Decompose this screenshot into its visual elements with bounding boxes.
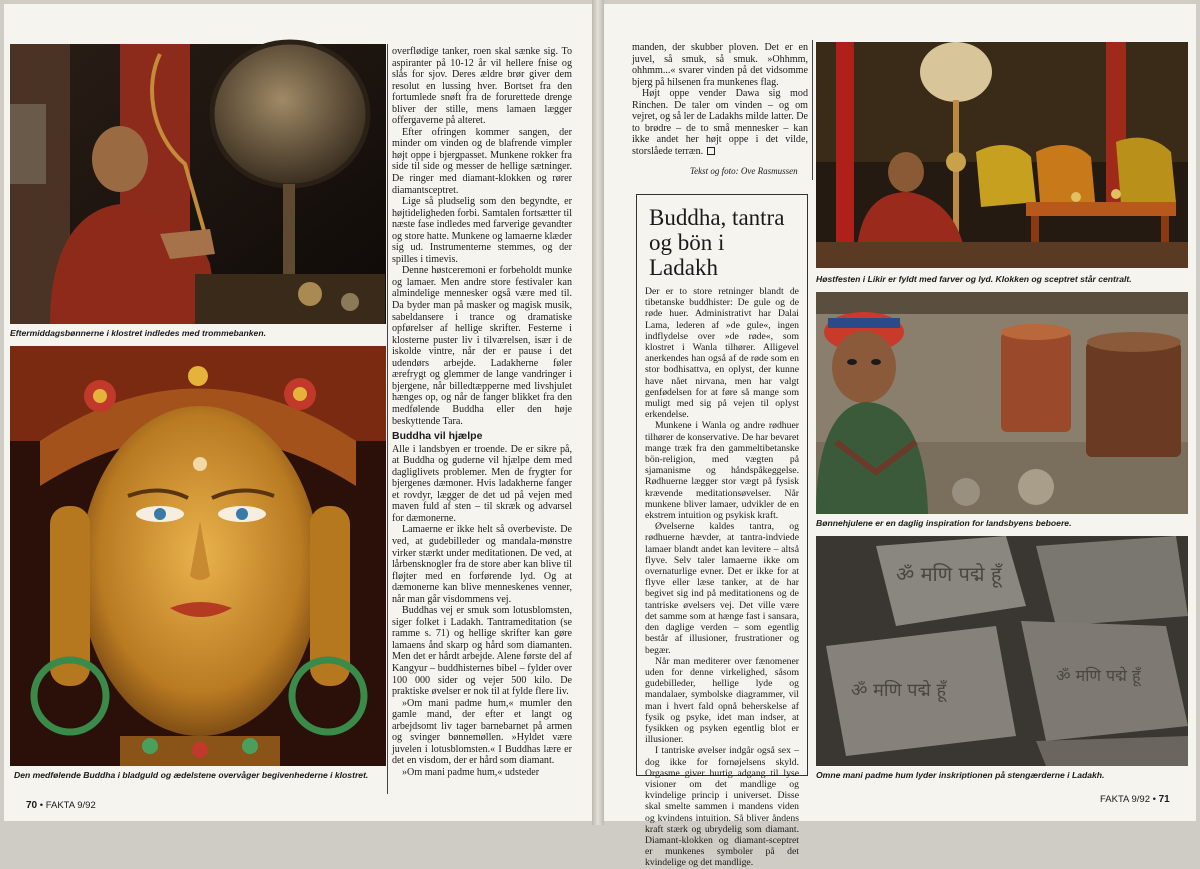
paragraph: Øvelserne kaldes tantra, og rødhuerne hævder, at tantra-indviede lamaer blandt andet kan levitere – altså flyve. Selv taler lamaerne ikke om overnaturlige evner. Det er ikke for at flyve eller læse tanker, at de har begivet sig ind på meditationens og de tantriske øvelsers vej. Det ville være det samme som at hænge fast i sansara, den daglige verden – som egentlig består af illusioner, frustrationer og begær. <box>645 521 799 656</box>
left-text-column <box>392 46 572 791</box>
caption-prayer-wheels: Bønnehjulene er en daglig inspiration for landsbyens beboere. <box>816 518 1072 528</box>
caption-harvest-festival: Høstfesten i Likir er fyldt med farver og lyd. Klokken og sceptret står centralt. <box>816 274 1132 284</box>
spine-gutter <box>592 0 604 825</box>
folio-right: FAKTA 9/92 • 71 <box>1100 794 1170 805</box>
monk-drum-illustration <box>10 44 386 324</box>
page-number: 71 <box>1158 794 1170 805</box>
paragraph: »Om mani padme hum,« udsteder <box>402 766 540 778</box>
photo-monk-drum <box>10 44 386 324</box>
prayer-wheels-illustration <box>816 292 1188 514</box>
sidebar-text <box>645 286 799 869</box>
column-rule <box>387 44 388 794</box>
paragraph: Denne høstceremoni er forbeholdt munke og lamaer. Men andre store festivaler kan almindelige mennesker også være med til. Da byder man på masker og magisk musik, sabeldansere i trance og dramatiske opførelser af hellige skrifter. Festerne i klosterne puster liv i tilværelsen, især i de iskolde vintre, når der er pause i det udendørs arbejde. Ladakherne føler ærefrygt og glemmer de lange vandringer i bjergene, når billedtæpperne med livshjulet hænges op, og når de fanger blikket fra den medfølende Buddha eller den høje beskyttende Tara. <box>392 265 572 427</box>
sidebar-headline: Buddha, tantra og bön i Ladakh <box>649 205 785 280</box>
folio-left: 70 • FAKTA 9/92 <box>26 800 96 811</box>
mani-inscription-text: ॐ मणि पद्मे हूँ <box>896 562 1002 586</box>
paragraph: Munkene i Wanla og andre rødhuer tilhører de konservative. De har bevaret mange træk fra den gammeltibetanske bön-religion, med vægten på sjamanisme og håndspåkeggelse. Rødhuerne lægger stor vægt på fysisk krævende meditationsøvelser. Når munkene bliver lamaer, udvikler de en ekstrem intuition og psykisk kraft. <box>645 420 799 522</box>
paragraph <box>632 88 808 157</box>
paragraph-text: Højt oppe vender Dawa sig mod Rinchen. De taler om vinden – og om vejret, og så ler de Ladakhs milde latter. De to brødre – de to små mennesker – kan ikke andet her højt oppe i det vilde, storslåede terræn. <box>632 88 809 157</box>
photo-prayer-wheels <box>816 292 1188 514</box>
mani-inscription-text: ॐ मणि पद्मे हूँ <box>1056 666 1141 685</box>
caption-golden-buddha: Den medfølende Buddha i bladguld og ædelstene overvåger begivenhederne i klostret. <box>14 770 369 780</box>
mani-inscription-text: ॐ मणि पद्मे हूँ <box>851 680 946 701</box>
golden-buddha-illustration <box>10 346 386 766</box>
subheading: Buddha vil hjælpe <box>392 430 483 443</box>
paragraph: Lamaerne er ikke helt så overbeviste. De ved, at gudebilleder og mandala-mønstre virker stærkt under meditationen. De ved, at lårbensknogler fra de store aber kan blive til fløjter med en forførende lyd. Og at dæmonerne kan blive menneskenes venner, når man går visdommens vej. <box>392 524 572 605</box>
paragraph: Efter ofringen kommer sangen, der minder om vinden og de blafrende vimpler højt oppe i bjergpasset. Munkene rokker fra side til side og messer de hellige sætninger. De ringer med diamant-klokken og rører diamantsceptret. <box>392 126 572 196</box>
photo-credit: Tekst og foto: Ove Rasmussen <box>690 166 798 176</box>
paragraph: I tantriske øvelser indgår også sex – dog ikke for fornøjelsens skyld. Orgasme giver hurtig adgang til lyse visioner om det mandlige og kvindelige princip i universet. Disse skal smelte sammen i mandens viden og kvindens intuition. Så bliver åndens kraft stærk og ubrydelig som diamant. Diamant-klokken og diamant-sceptret er munkenes symboler på det kvindelige og det mandlige. <box>645 745 799 869</box>
paragraph: Lige så pludselig som den begyndte, er højtideligheden forbi. Samtalen fortsætter til næste fase indledes med farverige gevandter og store hatte. Munkene og lamaerne klæder sig ud. Instrumenterne stemmes, og der spilles i timevis. <box>392 196 572 265</box>
paragraph: Buddhas vej er smuk som lotusblomsten, siger folket i Ladakh. Tantrameditation (se ramme s. 71) og hellige skrifter kan gøre lamaens ånd skarp og hård som diamanten. Men det er hårdt arbejde. Alene første del af Kangyur – buddhisternes bibel – fylder over 100 000 sider og vejer 500 kilo. De praktiske øvelser er nok til at fylde flere liv. <box>392 605 572 698</box>
left-page <box>4 4 592 821</box>
paragraph: Når man mediterer over fænomener uden for denne virkelighed, såsom gudebilleder, hellige lyde og mandalaer, symbolske diagrammer, vil man i hvert fald opnå beherskelse af fysik og psyke, idet man indser, at fysikken og psyken egentlig blot er illusioner. <box>645 655 799 746</box>
photo-mani-stones <box>816 536 1188 766</box>
paragraph: Alle i landsbyen er troende. De er sikre på, at Buddha og guderne vil hjælpe dem med dagliglivets problemer. Men de frygter for bjergenes dæmoner. Hvis ladakherne fanger et rovdyr, lægger de det ud på vejen med maven fuld af sten – til skræk og advarsel for dæmonerne. <box>392 443 572 524</box>
right-text-column-top <box>632 42 808 162</box>
photo-harvest-festival <box>816 42 1188 268</box>
mani-stones-illustration <box>816 536 1188 766</box>
paragraph: overflødige tanker, roen skal sænke sig. To aspiranter på 10-12 år vil hellere fnise og slås for sjov. Deres ældre brør giver dem resolut en lussing hver. Bortset fra den fortumlede snøft fra de forurettede drenge bliver der stille, mens lamaen lægger offergaverne på alteret. <box>392 46 572 127</box>
caption-monk-drum: Eftermiddagsbønnerne i klostret indledes med trommebanken. <box>10 328 266 338</box>
paragraph: »Om mani padme hum,« mumler den gamle mand, der efter et langt og arbejdsomt liv tager barnebarnet på armen og svinger bønnemøllen. »Hyldet være juvelen i lotusblomsten.« I Buddhas lære er det en visdom, der er hård som diamant. <box>392 697 572 767</box>
end-of-article-mark <box>707 147 715 155</box>
issue-label: FAKTA 9/92 <box>45 800 96 811</box>
paragraph: Der er to store retninger blandt de tibetanske buddhister: De gule og de røde huer. Administrativt har Dalai Lama, lederen af »de gule«, ingen indflydelse over »de røde«, som klostret i Wanla tilhører. Alligevel anerkendes han også af de røde som en stor bodhisattva, en oplyst, der kunne have nået nirvana, men har valgt genfødelsen for at føre så mange som muligt med sig på vejen til oplyst erkendelse. <box>645 286 799 421</box>
festival-illustration <box>816 42 1188 268</box>
photo-golden-buddha <box>10 346 386 766</box>
paragraph: manden, der skubber ploven. Det er en juvel, så smuk, så smuk. »Ohhmm, ohhmm...« svarer vinden på det vidsomme bjerg på hilsenen fra munkenes flag. <box>632 42 808 88</box>
issue-label: FAKTA 9/92 <box>1100 794 1150 805</box>
right-page <box>604 4 1196 869</box>
column-rule <box>812 40 813 180</box>
page-number: 70 <box>26 800 38 811</box>
sidebar-box <box>636 194 808 869</box>
caption-mani-stones: Omne mani padme hum lyder inskriptionen på stengærderne i Ladakh. <box>816 770 1105 780</box>
